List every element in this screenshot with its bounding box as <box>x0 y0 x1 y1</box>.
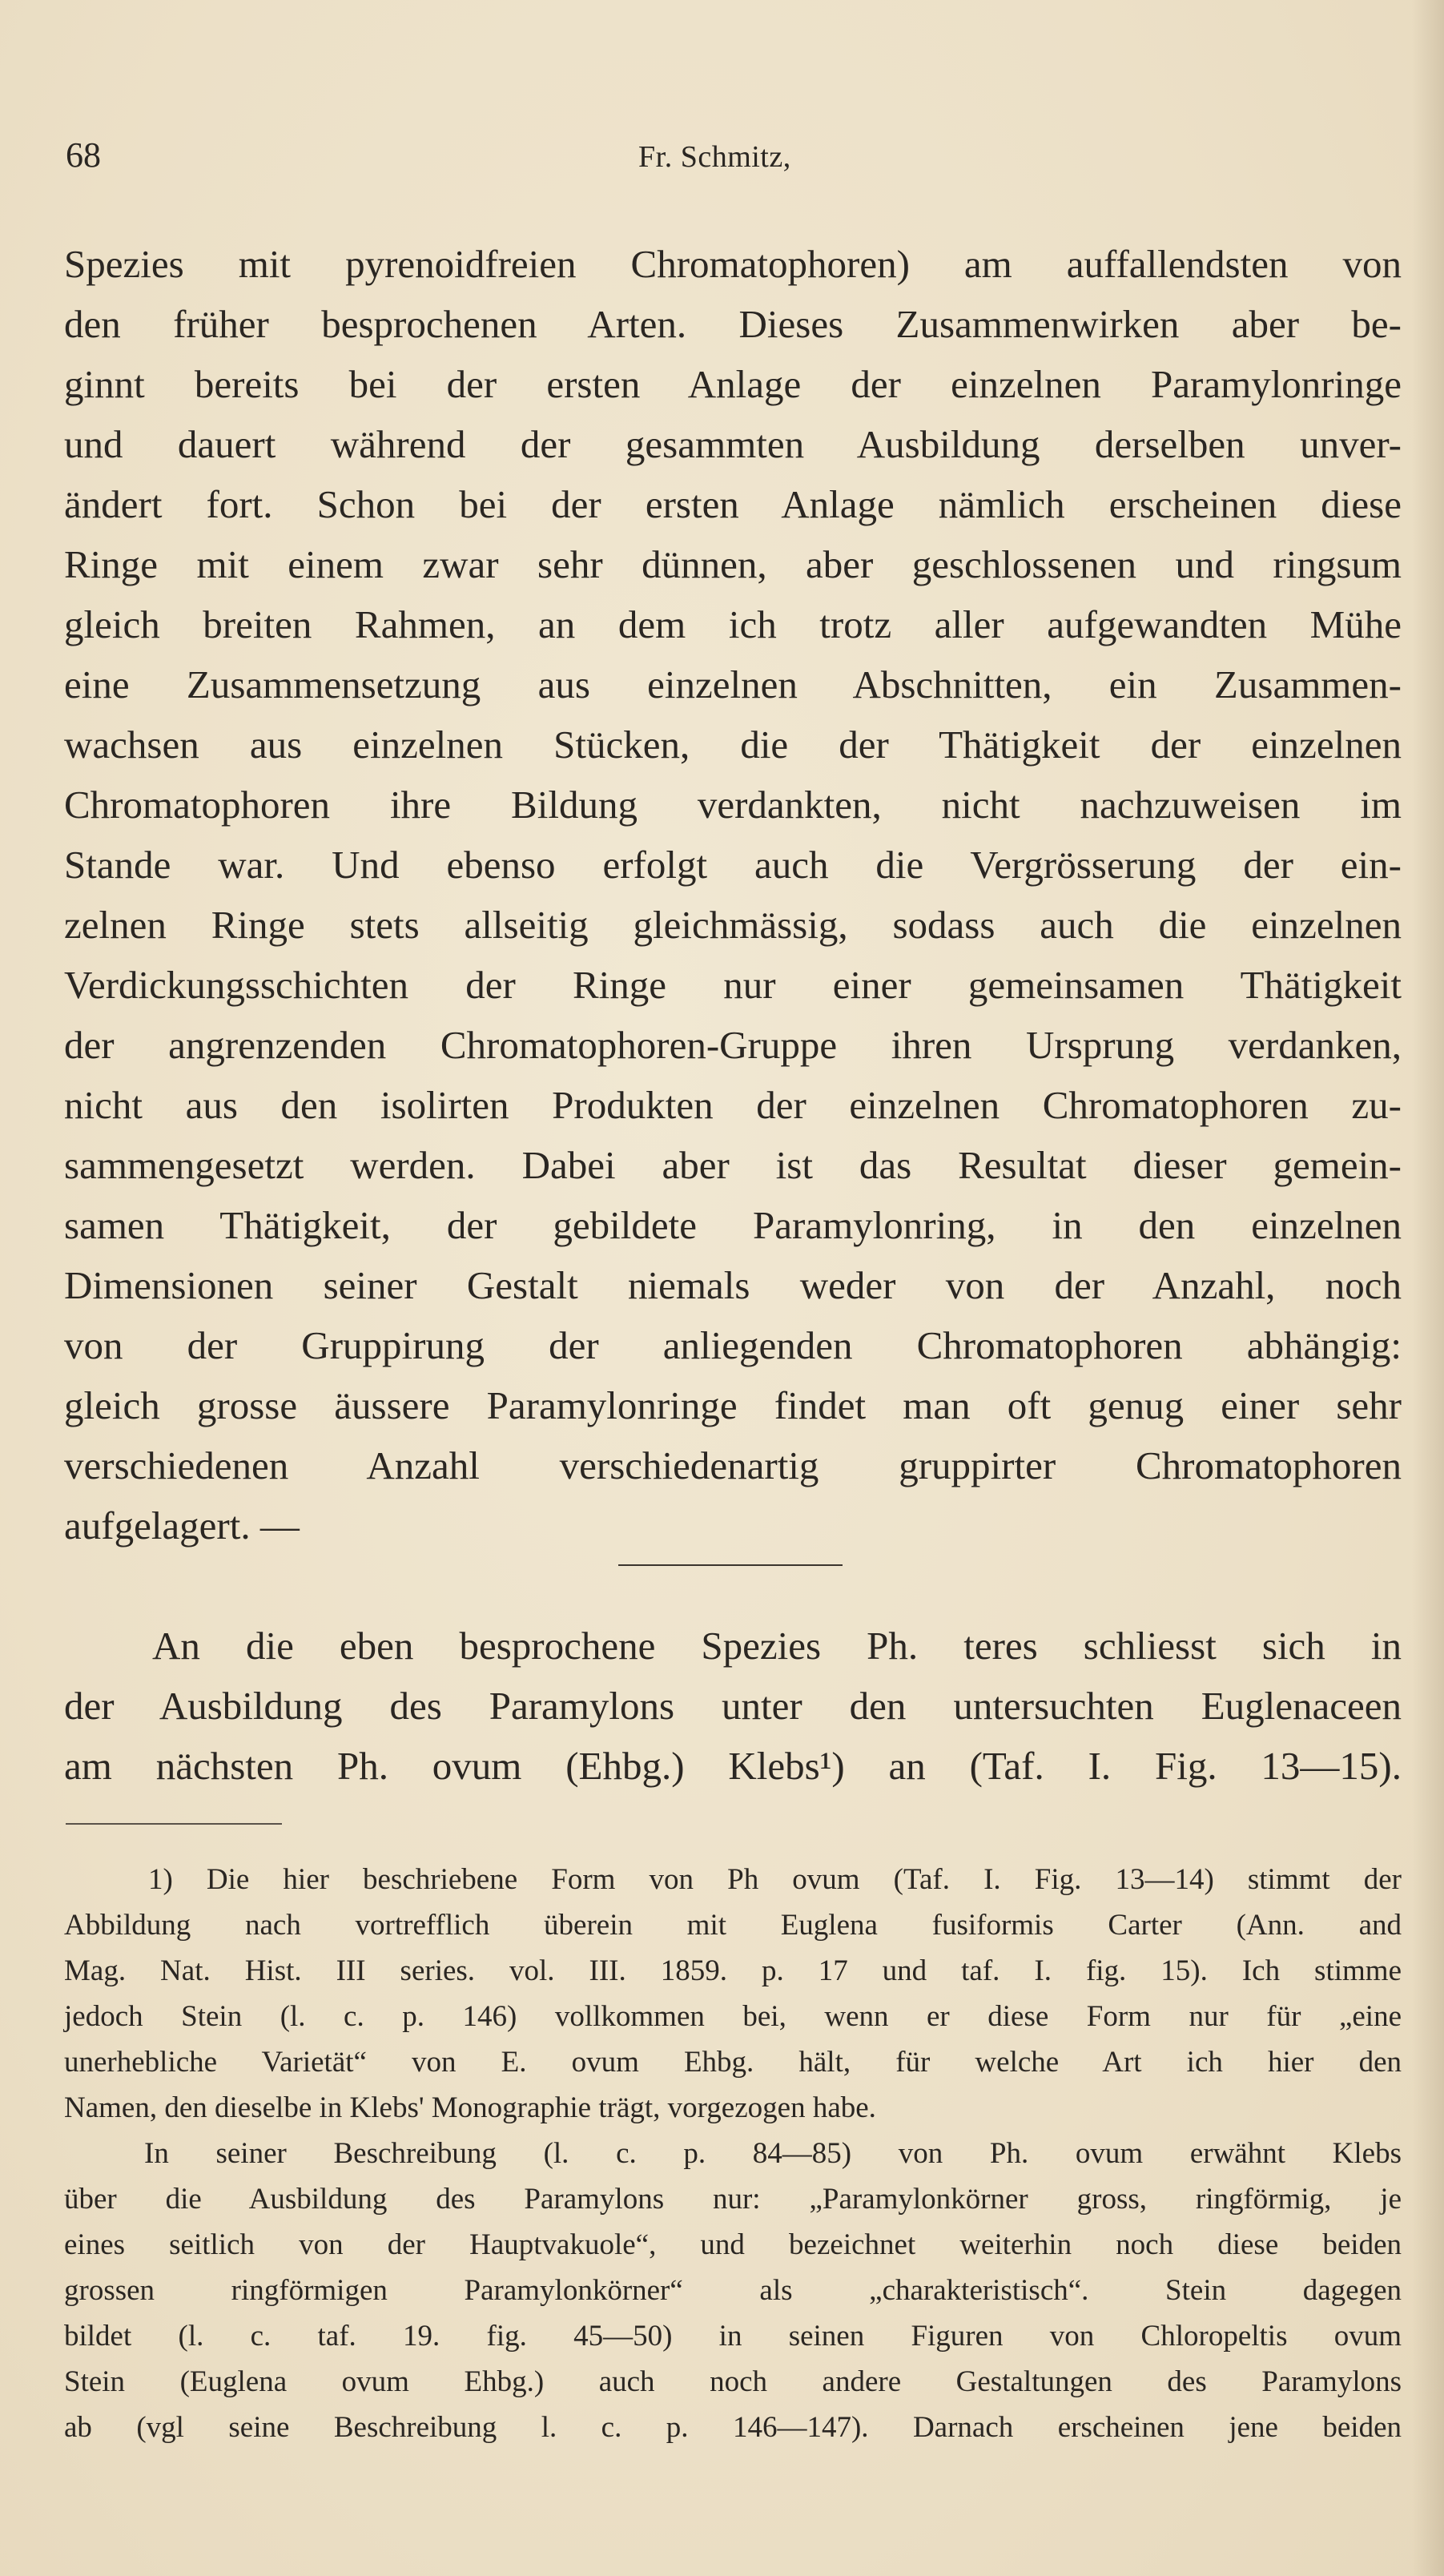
footnote-line: Abbildung nach vortrefflich überein mit Euglena fusiformis Carter (Ann. and <box>64 1909 1402 1942</box>
text-line: wachsen aus einzelnen Stücken, die der Thätigkeit der einzelnen <box>64 722 1402 767</box>
text-line: am nächsten Ph. ovum (Ehbg.) Klebs¹) an (Taf. I. Fig. 13—15). <box>64 1744 1402 1788</box>
footnote-line: grossen ringförmigen Paramylonkörner“ als „charakteristisch“. Stein dagegen <box>64 2274 1402 2307</box>
text-line: von der Gruppirung der anliegenden Chromatophoren abhängig: <box>64 1323 1402 1367</box>
text-line: verschiedenen Anzahl verschiedenartig gruppirter Chromatophoren <box>64 1443 1402 1487</box>
footnote-rule <box>66 1823 282 1825</box>
text-line: Dimensionen seiner Gestalt niemals weder von der Anzahl, noch <box>64 1263 1402 1307</box>
text-line: Verdickungsschichten der Ringe nur einer gemeinsamen Thätigkeit <box>64 963 1402 1007</box>
footnote-line: Namen, den dieselbe in Klebs' Monographie trägt, vorgezogen habe. <box>64 2091 876 2124</box>
footnote-line: bildet (l. c. taf. 19. fig. 45—50) in seinen Figuren von Chloropeltis ovum <box>64 2320 1402 2353</box>
text-line: nicht aus den isolirten Produkten der einzelnen Chromatophoren zu- <box>64 1083 1402 1127</box>
text-line: sammengesetzt werden. Dabei aber ist das Resultat dieser gemein- <box>64 1143 1402 1187</box>
text-line: Spezies mit pyrenoidfreien Chromatophoren) am auffallendsten von <box>64 242 1402 286</box>
text-line: zelnen Ringe stets allseitig gleichmässig, sodass auch die einzelnen <box>64 903 1402 947</box>
text-line: gleich breiten Rahmen, an dem ich trotz aller aufgewandten Mühe <box>64 602 1402 646</box>
text-line: ändert fort. Schon bei der ersten Anlage nämlich erscheinen diese <box>64 482 1402 526</box>
text-line: samen Thätigkeit, der gebildete Paramylonring, in den einzelnen <box>64 1203 1402 1247</box>
footnote-line: über die Ausbildung des Paramylons nur: „Paramylonkörner gross, ringförmig, je <box>64 2183 1402 2216</box>
text-line: der angrenzenden Chromatophoren-Gruppe ihren Ursprung verdanken, <box>64 1023 1402 1067</box>
footnote-line: ab (vgl seine Beschreibung l. c. p. 146—147). Darnach erscheinen jene beiden <box>64 2411 1402 2444</box>
page-number: 68 <box>66 135 101 175</box>
text-line: und dauert während der gesammten Ausbildung derselben unver- <box>64 422 1402 466</box>
footnote-line: 1) Die hier beschriebene Form von Ph ovum (Taf. I. Fig. 13—14) stimmt der <box>148 1863 1402 1896</box>
text-line: gleich grosse äussere Paramylonringe findet man oft genug einer sehr <box>64 1383 1402 1427</box>
footnote-line: eines seitlich von der Hauptvakuole“, und bezeichnet weiterhin noch diese beiden <box>64 2228 1402 2261</box>
text-line: Stande war. Und ebenso erfolgt auch die Vergrösserung der ein- <box>64 843 1402 887</box>
text-line: eine Zusammensetzung aus einzelnen Abschnitten, ein Zusammen- <box>64 662 1402 706</box>
footnote-line: Mag. Nat. Hist. III series. vol. III. 1859. p. 17 und taf. I. fig. 15). Ich stimme <box>64 1954 1402 1987</box>
text-line: den früher besprochenen Arten. Dieses Zusammenwirken aber be- <box>64 302 1402 346</box>
text-line: aufgelagert. — <box>64 1503 300 1548</box>
page-edge-shadow <box>1412 0 1444 2576</box>
footnote-line: In seiner Beschreibung (l. c. p. 84—85) von Ph. ovum erwähnt Klebs <box>144 2137 1402 2170</box>
section-separator <box>618 1564 843 1566</box>
footnote-line: jedoch Stein (l. c. p. 146) vollkommen bei, wenn er diese Form nur für „eine <box>64 2000 1402 2033</box>
text-line: Chromatophoren ihre Bildung verdankten, nicht nachzuweisen im <box>64 783 1402 827</box>
paragraph-1 <box>64 234 1402 1556</box>
text-line: An die eben besprochene Spezies Ph. teres schliesst sich in <box>152 1624 1402 1668</box>
footnote-line: unerhebliche Varietät“ von E. ovum Ehbg. hält, für welche Art ich hier den <box>64 2046 1402 2079</box>
paragraph-2 <box>64 1616 1402 1796</box>
text-line: der Ausbildung des Paramylons unter den untersuchten Euglenaceen <box>64 1684 1402 1728</box>
footnote-line: Stein (Euglena ovum Ehbg.) auch noch andere Gestaltungen des Paramylons <box>64 2365 1402 2398</box>
text-line: Ringe mit einem zwar sehr dünnen, aber geschlossenen und ringsum <box>64 542 1402 586</box>
text-line: ginnt bereits bei der ersten Anlage der einzelnen Paramylonringe <box>64 362 1402 406</box>
page-header <box>66 135 1402 191</box>
footnotes <box>64 1857 1402 2450</box>
running-head: Fr. Schmitz, <box>638 140 791 174</box>
